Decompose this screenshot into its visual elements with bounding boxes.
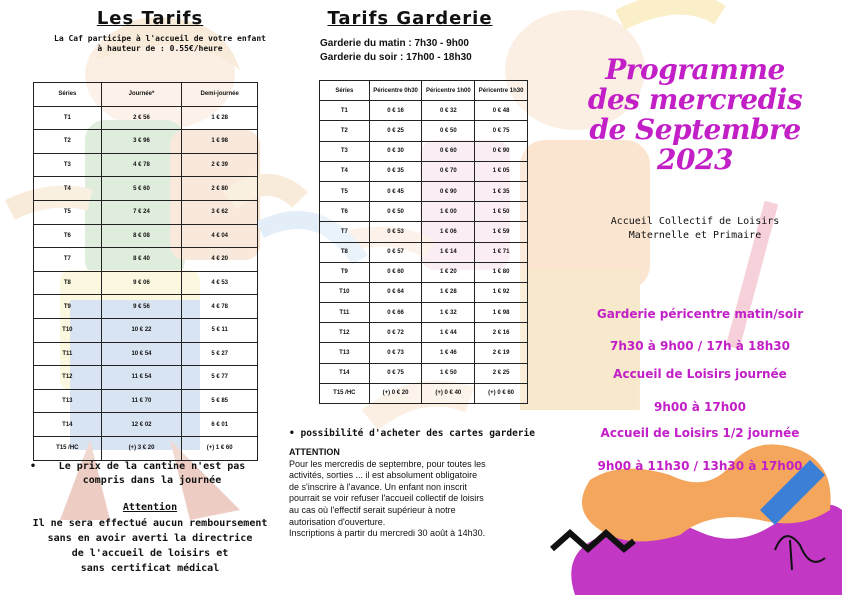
price-cell: 9 € 06 [101,271,182,295]
header-series: Séries [34,83,102,107]
attention-middle-line: activités, sorties ... il est absolument obligatoire [289,470,478,481]
series-cell: T14 [320,363,370,383]
header-pericentre-0h30: Péricentre 0h30 [369,81,422,101]
price-cell: 0 € 32 [422,101,475,121]
bullet-icon: • [30,461,37,472]
series-cell: T3 [34,153,102,177]
price-cell: 0 € 64 [369,282,422,302]
garderie-soir: Garderie du soir : 17h00 - 18h30 [320,52,472,63]
caf-line-2: à hauteur de : 0.55€/heure [97,44,223,53]
series-cell: T12 [320,323,370,343]
accueil-demi-title: Accueil de Loisirs 1/2 journée [600,426,800,440]
price-cell: 0 € 50 [422,121,475,141]
garderie-pericentre-title: Garderie péricentre matin/soir [596,307,804,321]
price-cell: 7 € 24 [101,200,182,224]
series-cell: T1 [34,106,102,130]
series-cell: T4 [34,177,102,201]
price-cell: 1 € 28 [182,106,258,130]
caf-line-1: La Caf participe à l'accueil de votre enfant [54,34,266,43]
header-pericentre-1h30: Péricentre 1h30 [475,81,528,101]
attention-left-line: Il ne sera effectué aucun remboursement [32,518,268,529]
cantine-line-1: Le prix de la cantine n'est pas [58,461,246,472]
header-demi-journee: Demi-journée [182,83,258,107]
acm-line-2: Maternelle et Primaire [628,230,762,241]
price-cell: 4 € 20 [182,248,258,272]
series-cell: T14 [34,413,102,437]
price-cell: 0 € 73 [369,343,422,363]
price-cell: 8 € 08 [101,224,182,248]
price-cell: 1 € 14 [422,242,475,262]
programme-line: 2023 [657,143,733,176]
price-cell: (+) 0 € 60 [475,383,528,403]
price-cell: 2 € 16 [475,323,528,343]
price-cell: 0 € 35 [369,161,422,181]
series-cell: T8 [320,242,370,262]
price-cell: 0 € 60 [422,141,475,161]
accueil-journee-hours: 9h00 à 17h00 [654,400,746,414]
price-cell: 1 € 44 [422,323,475,343]
price-cell: 10 € 22 [101,318,182,342]
series-cell: T10 [320,282,370,302]
attention-left-line: de l'accueil de loisirs et [71,548,229,559]
attention-middle-line: Inscriptions à partir du mercredi 30 août à 14h30. [289,528,486,539]
price-cell: 0 € 48 [475,101,528,121]
series-cell: T8 [34,271,102,295]
price-cell: 2 € 39 [182,153,258,177]
price-cell: 1 € 35 [475,181,528,201]
price-cell: 1 € 59 [475,222,528,242]
header-pericentre-1h00: Péricentre 1h00 [422,81,475,101]
series-cell: T11 [320,303,370,323]
price-cell: 0 € 70 [422,161,475,181]
attention-left-line: sans en avoir averti la directrice [47,533,253,544]
series-cell: T5 [320,181,370,201]
price-cell: (+) 0 € 20 [369,383,422,403]
attention-middle-line: de s'inscrire à l'avance. Un enfant non inscrit [289,481,468,492]
attention-middle-line: au cas où l'effectif serait supérieur à notre [289,504,456,515]
price-cell: 9 € 56 [101,295,182,319]
series-cell: T15 /HC [320,383,370,403]
programme-line: Programme [605,53,785,86]
series-cell: T2 [320,121,370,141]
attention-left-line: sans certificat médical [80,563,220,574]
price-cell: 3 € 62 [182,200,258,224]
price-cell: 1 € 00 [422,202,475,222]
price-cell: 1 € 50 [475,202,528,222]
price-cell: 5 € 60 [101,177,182,201]
price-cell: 11 € 54 [101,366,182,390]
price-cell: 4 € 78 [101,153,182,177]
series-cell: T2 [34,130,102,154]
price-cell: 2 € 80 [182,177,258,201]
price-cell: 1 € 28 [422,282,475,302]
price-cell: 5 € 27 [182,342,258,366]
price-cell: 4 € 04 [182,224,258,248]
series-cell: T1 [320,101,370,121]
price-cell: 2 € 56 [101,106,182,130]
price-cell: (+) 0 € 40 [422,383,475,403]
price-cell: 0 € 90 [422,181,475,201]
attention-middle-line: Pour les mercredis de septembre, pour toutes les [289,458,486,469]
price-cell: 0 € 30 [369,141,422,161]
attention-left-title: Attention [122,502,178,513]
tarifs-title: Les Tarifs [96,8,204,29]
accueil-demi-hours: 9h00 à 11h30 / 13h30 à 17h00 [597,459,803,473]
garderie-matin: Garderie du matin : 7h30 - 9h00 [320,38,469,49]
price-cell: 1 € 20 [422,262,475,282]
attention-middle-line: pourrait se voir refuser l'accueil collectif de loisirs [289,493,484,504]
series-cell: T7 [320,222,370,242]
cartes-text: possibilité d'acheter des cartes garderie [300,428,535,439]
price-cell: (+) 1 € 60 [182,436,258,460]
price-cell: 1 € 98 [475,303,528,323]
price-cell: 2 € 19 [475,343,528,363]
price-cell: 0 € 53 [369,222,422,242]
price-cell: 4 € 78 [182,295,258,319]
price-cell: 5 € 11 [182,318,258,342]
price-cell: 0 € 57 [369,242,422,262]
price-cell: 11 € 70 [101,389,182,413]
header-journee: Journée* [101,83,182,107]
price-cell: 1 € 50 [422,363,475,383]
series-cell: T9 [320,262,370,282]
price-cell: 1 € 32 [422,303,475,323]
price-cell: 1 € 92 [475,282,528,302]
price-cell: 1 € 06 [422,222,475,242]
price-cell: 8 € 40 [101,248,182,272]
price-cell: 5 € 85 [182,389,258,413]
programme-line: des mercredis [587,83,803,116]
series-cell: T13 [320,343,370,363]
series-cell: T6 [34,224,102,248]
accueil-journee-title: Accueil de Loisirs journée [613,367,787,381]
series-cell: T5 [34,200,102,224]
price-cell: 0 € 66 [369,303,422,323]
price-cell: 0 € 60 [369,262,422,282]
bullet-icon: • [289,428,295,439]
garderie-pericentre-hours: 7h30 à 9h00 / 17h à 18h30 [609,339,790,353]
series-cell: T11 [34,342,102,366]
price-cell: 12 € 02 [101,413,182,437]
price-cell: 1 € 05 [475,161,528,181]
series-cell: T7 [34,248,102,272]
price-cell: 5 € 77 [182,366,258,390]
price-cell: 0 € 75 [369,363,422,383]
series-cell: T6 [320,202,370,222]
price-cell: 0 € 72 [369,323,422,343]
price-cell: 1 € 46 [422,343,475,363]
price-cell: 0 € 45 [369,181,422,201]
price-cell: 0 € 16 [369,101,422,121]
programme-title [575,55,815,175]
series-cell: T13 [34,389,102,413]
series-cell: T9 [34,295,102,319]
programme-line: de Septembre [589,113,801,146]
garderie-title: Tarifs Garderie [327,8,493,29]
series-cell: T12 [34,366,102,390]
acm-line-1: Accueil Collectif de Loisirs [610,216,780,227]
series-cell: T3 [320,141,370,161]
price-cell: 4 € 53 [182,271,258,295]
price-cell: 2 € 25 [475,363,528,383]
attention-middle-title: ATTENTION [289,447,340,457]
price-cell: 0 € 25 [369,121,422,141]
header-series: Séries [320,81,370,101]
cantine-line-2: compris dans la journée [82,475,222,486]
price-cell: 10 € 54 [101,342,182,366]
price-cell: 1 € 98 [182,130,258,154]
price-cell: 0 € 75 [475,121,528,141]
acm-subtitle [580,215,810,243]
price-cell: 6 € 01 [182,413,258,437]
series-cell: T10 [34,318,102,342]
price-cell: 0 € 90 [475,141,528,161]
price-cell: 1 € 80 [475,262,528,282]
price-cell: 1 € 71 [475,242,528,262]
price-cell: 0 € 50 [369,202,422,222]
series-cell: T15 /HC [34,436,102,460]
series-cell: T4 [320,161,370,181]
price-cell: 3 € 96 [101,130,182,154]
price-cell: (+) 3 € 20 [101,436,182,460]
attention-middle-line: autorisation d'ouverture. [289,516,386,527]
